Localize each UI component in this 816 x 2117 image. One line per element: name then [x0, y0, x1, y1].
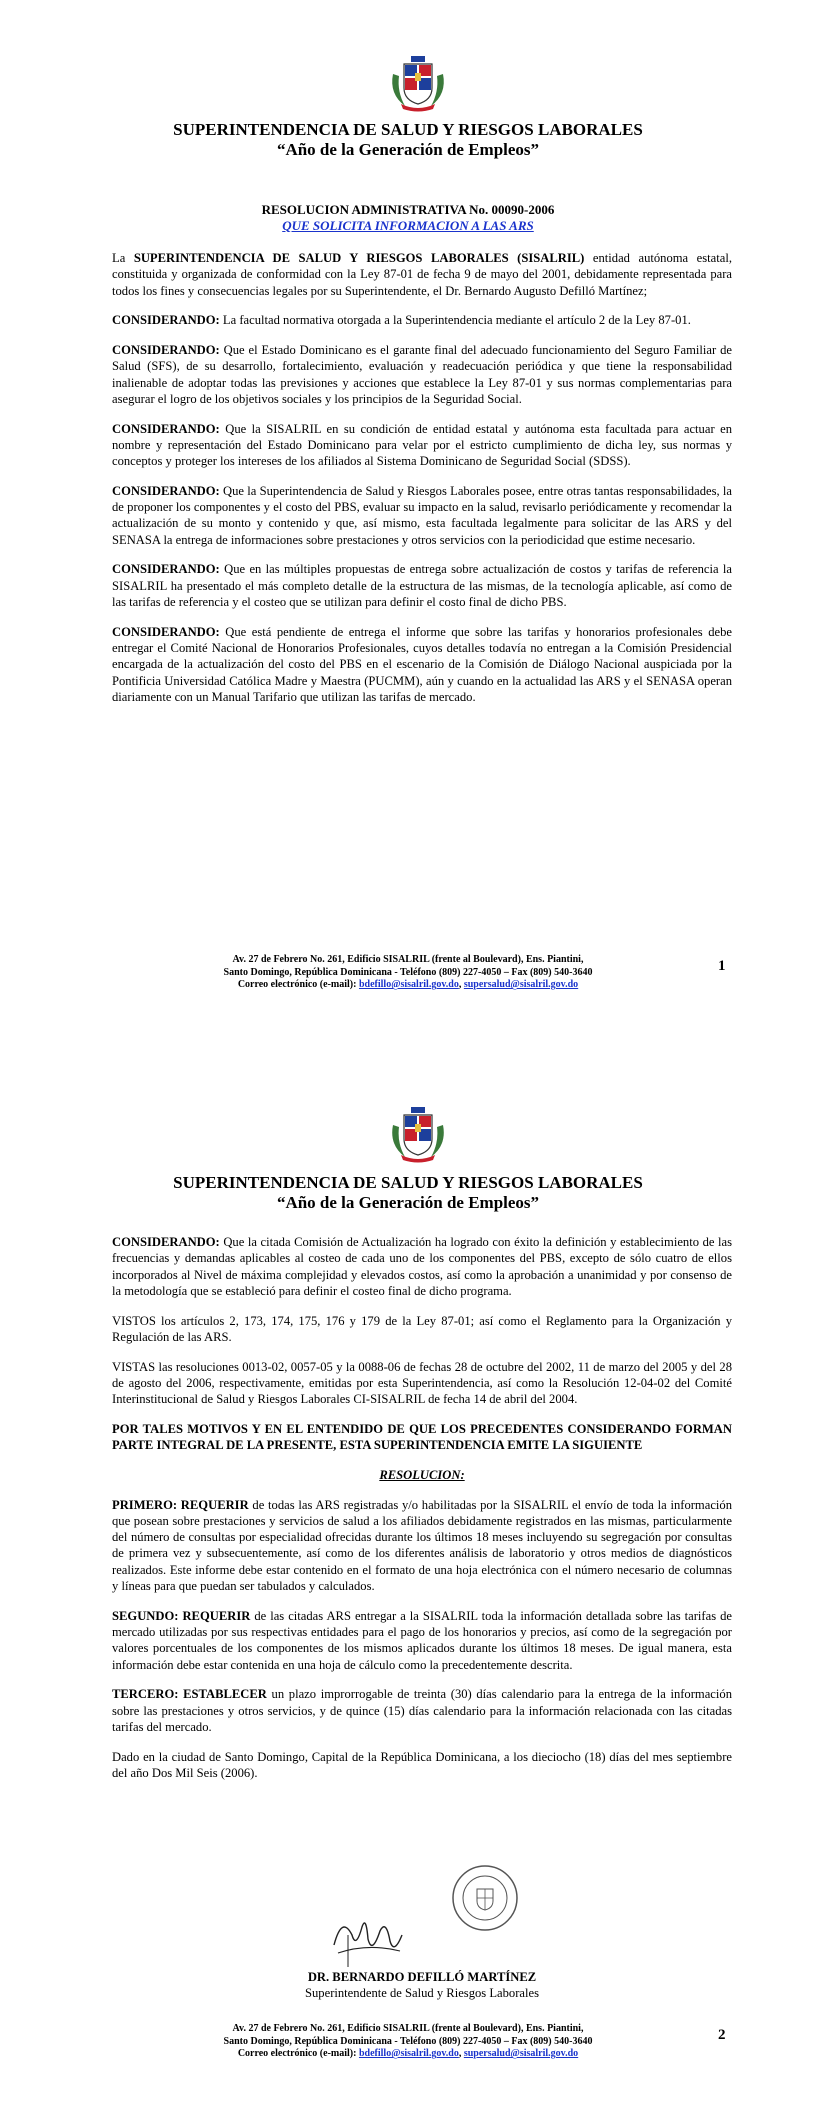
- considerando-7: [112, 1234, 732, 1299]
- considerando-2: [112, 342, 732, 407]
- considerando-label: CONSIDERANDO:: [112, 624, 220, 639]
- footer-email-label: Correo electrónico (e-mail):: [237, 2048, 359, 2060]
- footer-email-line: [0, 2048, 816, 2061]
- resolution-subtitle: QUE SOLICITA INFORMACION A LAS ARS: [282, 218, 534, 233]
- vistos-paragraph: VISTOS los artículos 2, 173, 174, 175, 176 y 179 de la Ley 87-01; así como el Reglamento para la Organización y Regulación de las ARS.: [112, 1313, 732, 1344]
- segundo-text: de las citadas ARS entregar a la SISALRIL toda la información detallada sobre las tarifas de mercado utilizadas por sus respectivas entidades para el pago de los honorarios y precios, así como de la segregación por valores porcentuales de los componentes de los mismos aplicados durante los últimos 18 meses. De igual manera, esta información debe estar contenida en una hoja de cálculo como la precedentemente descrita.: [112, 1608, 732, 1672]
- page-1-body: [112, 250, 732, 719]
- resolution-title: [0, 202, 816, 234]
- por-tales-paragraph: [112, 1421, 732, 1454]
- tercero-paragraph: [112, 1686, 732, 1735]
- resolucion-heading: RESOLUCION:: [379, 1467, 465, 1482]
- signature-icon: [328, 1905, 408, 1969]
- primero-label: PRIMERO: REQUERIR: [112, 1497, 249, 1512]
- considerando-1: [112, 312, 732, 328]
- footer-phone: Santo Domingo, República Dominicana - Teléfono (809) 227-4050 – Fax (809) 540-3640: [223, 2035, 593, 2047]
- considerando-label: CONSIDERANDO:: [112, 421, 220, 436]
- footer-email-label: Correo electrónico (e-mail):: [237, 979, 359, 991]
- signature-block: [112, 1969, 732, 2001]
- coat-of-arms-icon: [387, 1105, 449, 1163]
- tercero-text: un plazo improrrogable de treinta (30) días calendario para la entrega de la información sobre las prestaciones y otros servicios, y de quince (15) días calendario para la información relacionada con las citadas tarifas del mercado.: [112, 1687, 732, 1734]
- document-page-2: [0, 1045, 816, 2117]
- considerando-label: CONSIDERANDO:: [112, 483, 220, 498]
- email-link-bdefillo[interactable]: bdefillo@sisalril.gov.do: [358, 979, 459, 991]
- por-tales-text: POR TALES MOTIVOS Y EN EL ENTENDIDO DE QUE LOS PRECEDENTES CONSIDERANDO FORMAN PARTE INTEGRAL DE LA PRESENTE, ESTA SUPERINTENDENCIA EMITE LA SIGUIENTE: [112, 1421, 732, 1453]
- intro-entity-name: SUPERINTENDENCIA DE SALUD Y RIESGOS LABORALES (SISALRIL): [133, 251, 585, 265]
- institution-name: SUPERINTENDENCIA DE SALUD Y RIESGOS LABORALES: [173, 120, 643, 139]
- considerando-text: Que la SISALRIL en su condición de entidad estatal y autónoma esta facultada para actuar en nombre y representación del Estado Dominicano para velar por el estricto cumplimiento de dicha ley, sus normas y conceptos y proteger los intereses de los afiliados al Sistema Dominicano de Seguridad Social (SDSS).: [112, 421, 732, 469]
- tercero-label: TERCERO: ESTABLECER: [112, 1687, 267, 1702]
- page-number: 1: [718, 958, 726, 974]
- year-motto: “Año de la Generación de Empleos”: [276, 1193, 540, 1212]
- considerando-label: CONSIDERANDO:: [112, 562, 220, 577]
- footer-email-separator: ,: [458, 2048, 464, 2060]
- segundo-paragraph: [112, 1608, 732, 1673]
- footer-address: Av. 27 de Febrero No. 261, Edificio SISALRIL (frente al Boulevard), Ens. Piantini,: [232, 2023, 584, 2034]
- intro-text: entidad autónoma estatal, constituida y organizada de conformidad con la Ley 87-01 de fecha 9 de mayo del 2001, debidamente representada para todos los fines y consecuencias legales por su Superintendente, el Dr. Bernardo Augusto Defilló Martínez;: [112, 251, 732, 298]
- considerando-text: Que la citada Comisión de Actualización ha logrado con éxito la definición y establecimiento de las frecuencias y demandas aplicables al costeo de cada uno de los componentes del PBS, excepto de sólo cuatro de ellos incorporados al Nivel de máxima complejidad y elevados costos, así como la aprobación a unanimidad y por consenso de la metodología que se estableció para definir el costeo final de dicho programa.: [112, 1235, 732, 1298]
- considerando-label: CONSIDERANDO:: [112, 342, 220, 357]
- institution-name: SUPERINTENDENCIA DE SALUD Y RIESGOS LABORALES: [173, 1173, 643, 1192]
- vistas-paragraph: VISTAS las resoluciones 0013-02, 0057-05 y la 0088-06 de fechas 28 de octubre del 2002, 11 de marzo del 2005 y del 28 de agosto del 2006, respectivamente, emitidas por esta Superintendencia, así como la Resolución 12-04-02 del Comité Interinstitucional de Salud y Riesgos Laborales CI-SISALRIL de fecha 14 de abril del 2004.: [112, 1359, 732, 1407]
- page-1-footer: [0, 954, 816, 992]
- considerando-3: [112, 421, 732, 470]
- considerando-label: CONSIDERANDO:: [112, 313, 220, 328]
- coat-of-arms-icon: [387, 54, 449, 112]
- footer-phone: Santo Domingo, República Dominicana - Teléfono (809) 227-4050 – Fax (809) 540-3640: [223, 966, 593, 978]
- document-page-1: [0, 0, 816, 1045]
- considerando-text: Que en las múltiples propuestas de entrega sobre actualización de costos y tarifas de referencia la SISALRIL ha presentado el más completo detalle de la estructura de las mismas, de la tecnología aplicable, así como de las tarifas de referencia y el costeo que se utilizan para definir el costo final de dicho PBS.: [112, 562, 732, 609]
- footer-email-separator: ,: [458, 979, 464, 991]
- resolution-number: RESOLUCION ADMINISTRATIVA No. 00090-2006: [261, 202, 555, 217]
- signer-name: DR. BERNARDO DEFILLÓ MARTÍNEZ: [307, 1970, 537, 1984]
- email-link-supersalud[interactable]: supersalud@sisalril.gov.do: [463, 2048, 579, 2060]
- letterhead: [0, 1173, 816, 1213]
- page-2-footer: [0, 2023, 816, 2061]
- intro-prefix: La: [112, 251, 134, 265]
- page-2-body: [112, 1234, 732, 1795]
- considerando-text: La facultad normativa otorgada a la Superintendencia mediante el artículo 2 de la Ley 87-01.: [219, 313, 691, 328]
- considerando-text: Que el Estado Dominicano es el garante final del adecuado funcionamiento del Seguro Familiar de Salud (SFS), de su desarrollo, fortalecimiento, evaluación y readecuación periódica y que tiene la responsabilidad inalienable de adoptar todas las previsiones y acciones que establece la Ley 87-01 y sus normas complementarias para asegurar el logro de los objetivos sociales y los principios de la Seguridad Social.: [112, 342, 732, 406]
- footer-email-line: [0, 979, 816, 992]
- considerando-6: [112, 624, 732, 705]
- intro-paragraph: [112, 250, 732, 299]
- page-number: 2: [718, 2027, 726, 2043]
- letterhead: [0, 120, 816, 160]
- footer-address: Av. 27 de Febrero No. 261, Edificio SISALRIL (frente al Boulevard), Ens. Piantini,: [232, 954, 584, 965]
- email-link-bdefillo[interactable]: bdefillo@sisalril.gov.do: [358, 2048, 459, 2060]
- considerando-4: [112, 483, 732, 548]
- primero-text: de todas las ARS registradas y/o habilitadas por la SISALRIL el envío de toda la información que posean sobre prestaciones y servicios de salud a los afiliados debidamente registrados en las mismas, particularmente del número de consultas por especialidad ofrecidas durante los últimos 18 meses incluyendo su segregación por consultas de primera vez y subsecuentemente, así como de los diferentes análisis de laboratorio y otros medios de diagnósticos realizados. Este informe debe estar contenido en el formato de una hoja electrónica con el número necesario de columnas y líneas para que puedan ser tabulados y calculados.: [112, 1497, 732, 1593]
- segundo-label: SEGUNDO: REQUERIR: [112, 1608, 251, 1623]
- considerando-text: Que está pendiente de entrega el informe que sobre las tarifas y honorarios profesionales debe entregar el Comité Nacional de Honorarios Profesionales, cuyos detalles todavía no entregan a la Comisión Presidencial encargada de la actualización del costo del PBS en el escenario de la Comisión de Diálogo Nacional auspiciada por la Pontificia Universidad Católica Madre y Maestra (PUCMM), aún y cuando en la actualidad las ARS y el SENASA operan diariamente con un Manual Tarifario que utilizan las tarifas de mercado.: [112, 624, 732, 704]
- year-motto: “Año de la Generación de Empleos”: [276, 140, 540, 159]
- considerando-label: CONSIDERANDO:: [112, 1235, 220, 1249]
- signer-title: Superintendente de Salud y Riesgos Laborales: [305, 1986, 539, 2000]
- considerando-5: [112, 561, 732, 610]
- primero-paragraph: [112, 1497, 732, 1595]
- official-stamp-icon: [450, 1863, 520, 1933]
- dado-paragraph: Dado en la ciudad de Santo Domingo, Capital de la República Dominicana, a los dieciocho (18) días del mes septiembre del año Dos Mil Seis (2006).: [112, 1749, 732, 1780]
- considerando-text: Que la Superintendencia de Salud y Riesgos Laborales posee, entre otras tantas responsabilidades, la de proponer los componentes y el costo del PBS, evaluar su impacto en la salud, revisarlo periódicamente y recomendar la actualización de su monto y contenido y que, así mismo, esta facultada legalmente para solicitar de las ARS y del SENASA la entrega de informaciones sobre prestaciones y otros servicios con la periodicidad que estime necesario.: [112, 483, 732, 547]
- email-link-supersalud[interactable]: supersalud@sisalril.gov.do: [463, 979, 579, 991]
